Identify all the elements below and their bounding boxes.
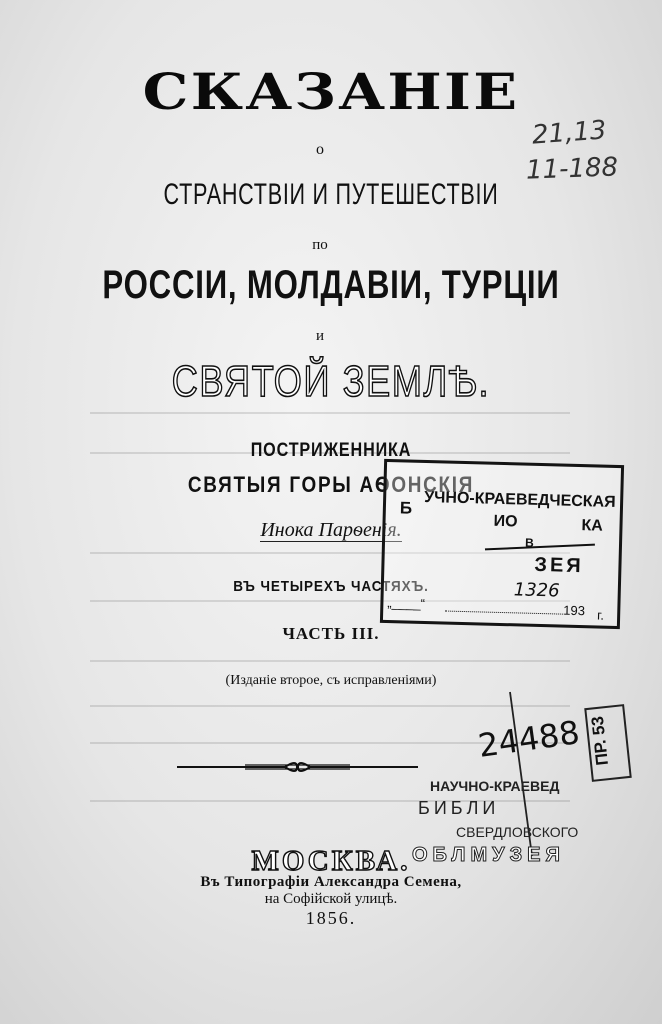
- stamp-date-line: [445, 611, 563, 615]
- title-word-i: и: [315, 328, 325, 344]
- bleed-through-line: [90, 660, 570, 662]
- parts-count: ВЪ ЧЕТЫРЕХЪ ЧАСТЯХЪ.: [233, 578, 429, 595]
- imprint-street: на Софiйской улицѣ.: [264, 891, 398, 907]
- imprint-printer: Въ Типографiи Александра Семена,: [200, 874, 462, 890]
- ornamental-rule: [175, 757, 420, 777]
- handwritten-code-2: 11-188: [525, 152, 619, 186]
- bleed-through-line: [90, 412, 570, 414]
- museum-stamp-line-3: СВЕРДЛОВСКОГО: [456, 824, 579, 840]
- title-word-po: по: [312, 237, 328, 253]
- library-stamp: [380, 459, 624, 629]
- stamp-year-suffix: г.: [596, 607, 605, 623]
- volume-number: ЧАСТЬ III.: [282, 624, 380, 643]
- stamp-line-4: КА: [581, 517, 604, 535]
- title-line-holy-land: СВЯТОЙ ЗЕМЛѢ.: [171, 357, 491, 406]
- stamp-strike-line: [485, 544, 595, 551]
- stamp-acquisition-number: 1326: [513, 579, 560, 602]
- museum-stamp-line-4: ОБЛМУЗЕЯ: [412, 844, 565, 866]
- title-word-o: о: [316, 141, 324, 158]
- edition-note: (Изданiе второе, съ исправленiями): [225, 673, 437, 688]
- stamp-line-2: Б: [399, 498, 413, 518]
- handwritten-code-1: 21,13: [531, 115, 608, 151]
- author-name-text: Инока Парѳенiя.: [260, 519, 402, 541]
- author-place: СВЯТЫЯ ГОРЫ АѲОНСКIЯ: [187, 472, 475, 497]
- museum-stamp-line-2: БИБЛИ: [418, 798, 500, 818]
- stamp-year: 193: [563, 602, 586, 619]
- stamp-line-6: ЗЕЯ: [534, 553, 584, 578]
- stamp-line-1: УЧНО-КРАЕВЕДЧЕСКАЯ: [423, 488, 616, 511]
- imprint-year: 1856.: [305, 908, 357, 928]
- imprint-city: МОСКВА.: [251, 845, 411, 877]
- stamp-line-5: В: [524, 535, 534, 550]
- bleed-through-line: [90, 705, 570, 707]
- stamp-date-prefix: „____“: [387, 595, 426, 612]
- small-stamp-text: ПР. 53: [587, 715, 612, 767]
- stamp-line-3: ИО: [493, 512, 518, 531]
- handwritten-shelf-number: 24488: [475, 713, 582, 765]
- book-title: СКАЗАНIЕ: [142, 62, 520, 121]
- title-line-stranstvii: СТРАНСТВIИ И ПУТЕШЕСТВIИ: [163, 178, 499, 211]
- museum-stamp-line-1: НАУЧНО-КРАЕВЕД: [430, 778, 560, 794]
- small-stamp: [584, 704, 632, 782]
- museum-stamp: [410, 772, 590, 882]
- title-line-countries: РОССIИ, МОЛДАВIИ, ТУРЦIИ: [102, 263, 560, 307]
- author-prefix: ПОСТРИЖЕННИКА: [250, 440, 412, 461]
